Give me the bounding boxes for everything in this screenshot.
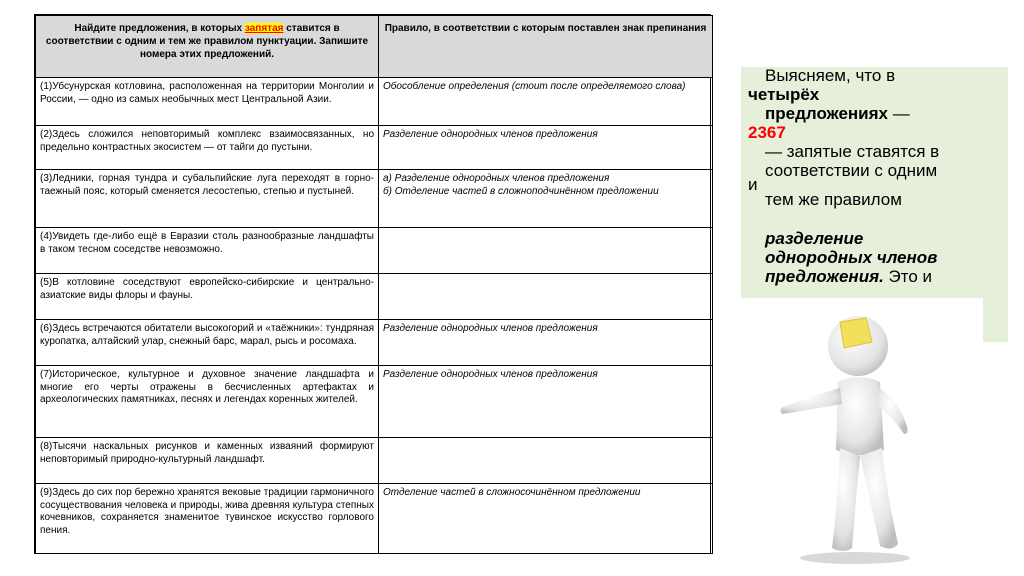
figure-left-leg — [832, 448, 860, 551]
answer-numbers: 2367 — [748, 123, 786, 142]
rule-cell — [379, 228, 713, 274]
task-table — [34, 14, 711, 554]
rule-cell: Разделение однородных членов предложения — [379, 320, 713, 366]
sentence-cell: (4)Увидеть где-либо ещё в Евразии столь разнообразные ландшафты в таком тесном соседстве невозможно. — [36, 228, 379, 274]
table-row — [36, 274, 713, 320]
rule-cell — [379, 438, 713, 484]
sticky-note-icon — [840, 318, 872, 348]
highlight-word: запятая — [244, 23, 284, 34]
table-row — [36, 320, 713, 366]
sentence-cell: (9)Здесь до сих пор бережно хранятся вековые традиции гармоничного сосуществования человека и природы, жива древняя культура степных кочевников, сохраняется знаменитое тувинское искусство горлового пения. — [36, 484, 379, 554]
rule-line-a: а) Разделение однородных членов предложения — [383, 173, 610, 184]
rule-cell — [379, 170, 713, 228]
table-row — [36, 438, 713, 484]
sentence-cell: (6)Здесь встречаются обитатели высокогорий и «таёжники»: тундряная куропатка, алтайский улар, снежный барс, марал, рысь и росомаха. — [36, 320, 379, 366]
table-row — [36, 484, 713, 554]
figure-torso — [836, 377, 884, 455]
thinking-person-figure — [760, 300, 920, 566]
rule-cell: Отделение частей в сложносочинённом предложении — [379, 484, 713, 554]
figure-shadow — [800, 552, 910, 564]
answer-text: Выясняем, что в четырёх предложениях — 2367 — запятые ставятся в соответствии с одним и тем же правилом разделение однородных членов предложения. Это и — [765, 66, 1005, 286]
sentence-cell: (7)Историческое, культурное и духовное значение ландшафта и многие его черты отражены в бесчисленных артефактах и археологических памятниках, песнях и легендах коренных жителей. — [36, 366, 379, 438]
table-header-row — [36, 16, 713, 78]
rule-line-b: б) Отделение частей в сложноподчинённом предложении — [383, 185, 659, 197]
sentence-cell: (5)В котловине соседствуют европейско-сибирские и центрально-азиатские виды флоры и фауны. — [36, 274, 379, 320]
table-row — [36, 126, 713, 170]
answer-panel-tail — [983, 298, 1008, 342]
rule-cell — [379, 274, 713, 320]
sentence-cell: (1)Убсунурская котловина, расположенная на территории Монголии и России, — одно из самых необычных мест Центральной Азии. — [36, 78, 379, 126]
sentence-cell: (8)Тысячи наскальных рисунков и каменных изваяний формируют неповторимый природно-культурный ландшафт. — [36, 438, 379, 484]
table-row — [36, 366, 713, 438]
rule-cell: Обособление определения (стоит после определяемого слова) — [379, 78, 713, 126]
header-task: Найдите предложения, в которых запятая ставится в соответствии с одним и тем же правилом пунктуации. Запишите номера этих предложений. — [36, 16, 379, 78]
table-row — [36, 228, 713, 274]
rule-cell: Разделение однородных членов предложения — [379, 126, 713, 170]
rule-cell: Разделение однородных членов предложения — [379, 366, 713, 438]
task-grid — [35, 15, 713, 554]
table-row — [36, 170, 713, 228]
sentence-cell: (2)Здесь сложился неповторимый комплекс взаимосвязанных, но предельно контрастных экосистем — от тайги до пустыни. — [36, 126, 379, 170]
figure-left-arm — [781, 388, 842, 414]
header-rule: Правило, в соответствии с которым поставлен знак препинания — [379, 16, 713, 78]
sentence-cell: (3)Ледники, горная тундра и субальпийские луга переходят в горно-таежный пояс, который сменяется лесостепью, степью и пустыней. — [36, 170, 379, 228]
table-row — [36, 78, 713, 126]
figure-right-leg — [860, 448, 898, 549]
